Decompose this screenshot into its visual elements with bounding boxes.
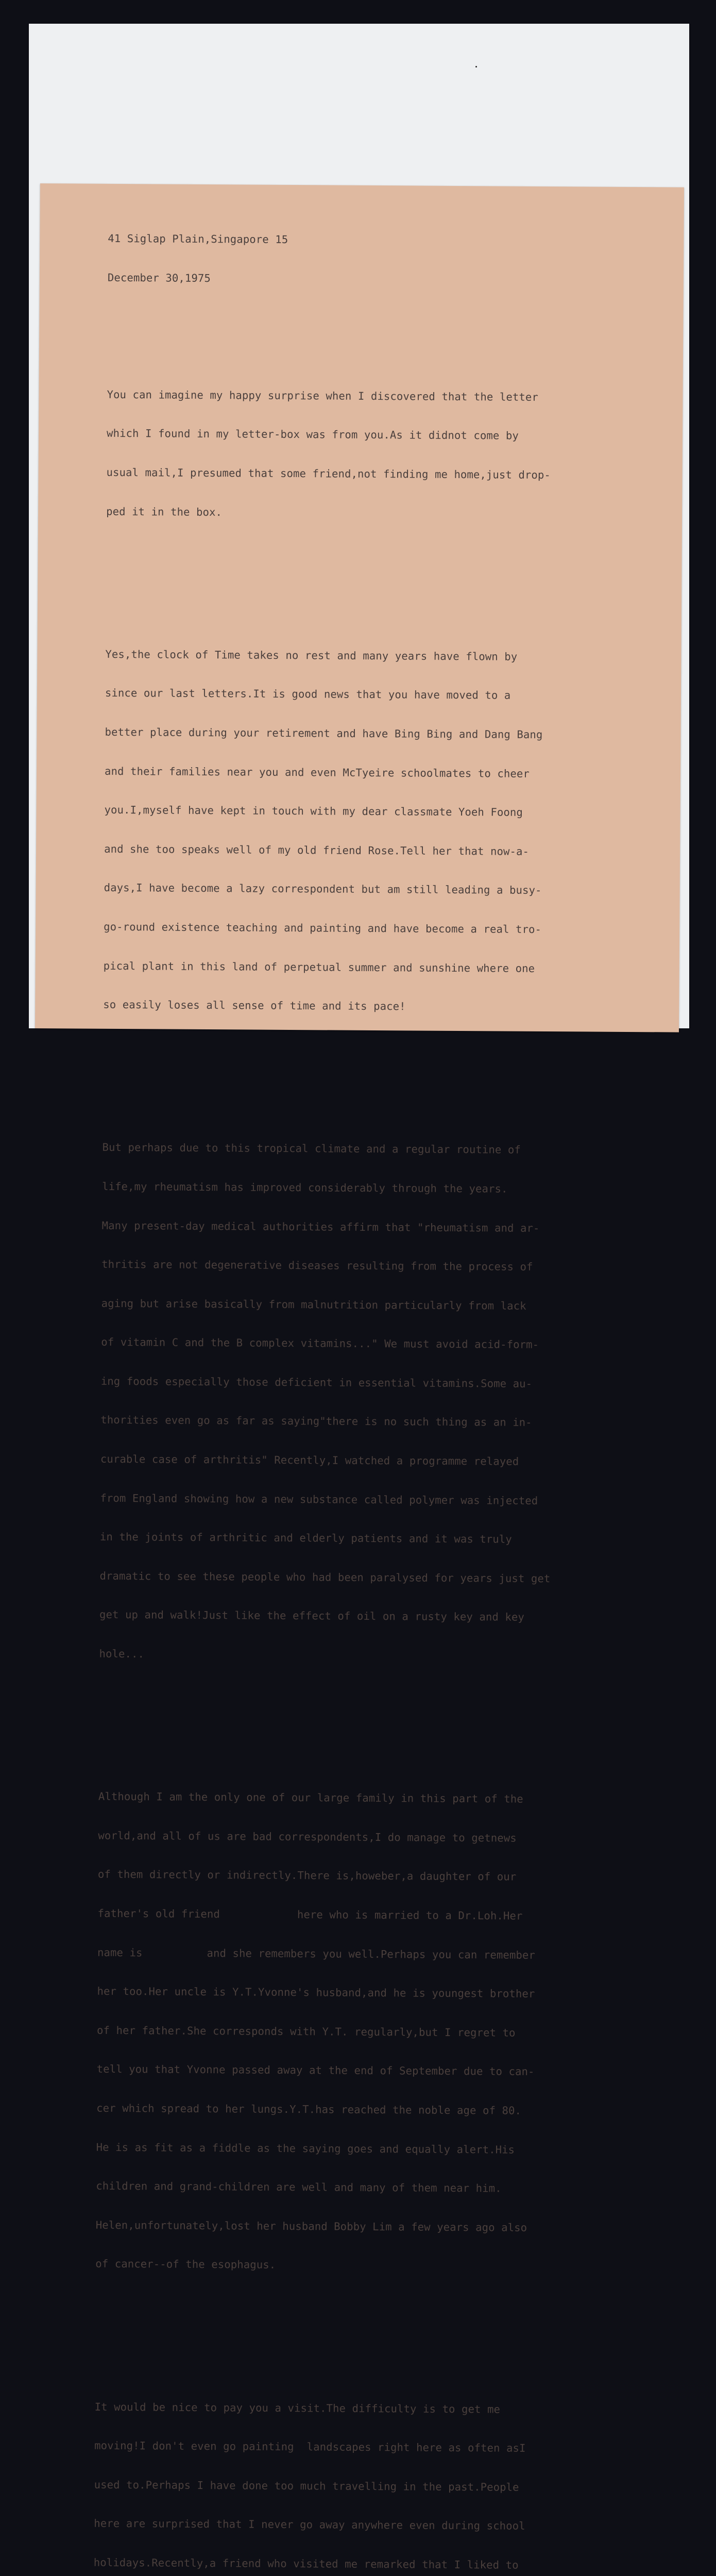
text-line: go-round existence teaching and painting and have become a real tro- [104, 920, 542, 936]
text-line: pical plant in this land of perpetual summer and sunshine where one [103, 959, 535, 975]
blank-line [95, 2323, 651, 2339]
text-line: ing foods especially those deficient in essential vitamins.Some au- [100, 1375, 533, 1390]
text-line: ped it in the box. [106, 505, 223, 518]
sender-address: 41 Siglap Plain,Singapore 15 [108, 232, 288, 246]
text-line: days,I have become a lazy correspondent but am still leading a busy- [104, 882, 542, 897]
text-line: in the joints of arthritic and elderly patients and it was truly [99, 1531, 512, 1546]
text-line: usual mail,I presumed that some friend,not finding me home,just drop- [106, 466, 551, 482]
paragraph-5 [93, 2375, 651, 2576]
letter-body [92, 207, 664, 2576]
text-line: life,my rheumatism has improved considerably through the years. [102, 1180, 508, 1195]
text-line: Although I am the only one of our large family in this part of the [98, 1790, 523, 1806]
text-line: tell you that Yvonne passed away at the end of September due to can- [96, 2063, 535, 2078]
text-line: hole... [99, 1647, 145, 1660]
text-line: of cancer--of the esophagus. [95, 2258, 276, 2272]
text-line: her too.Her uncle is Y.T.Yvonne's husband,and he is youngest brother [97, 1985, 535, 2001]
text-line: which I found in my letter-box was from you.As it didnot come by [106, 427, 519, 443]
text-line: aging but arise basically from malnutrition particularly from lack [101, 1297, 526, 1312]
text-line: Many present-day medical authorities affirm that "rheumatism and ar- [101, 1219, 540, 1234]
text-line: and their families near you and even McTyeire schoolmates to cheer [104, 765, 530, 780]
text-line: Yes,the clock of Time takes no rest and many years have flown by [105, 648, 518, 663]
text-line: and she too speaks well of my old friend Rose.Tell her that now-a- [104, 842, 530, 858]
text-line: children and grand-children are well and many of them near him. [96, 2179, 502, 2195]
text-line: better place during your retirement and have Bing Bing and Dang Bang [105, 725, 543, 741]
text-line: curable case of arthritis" Recently,I watched a programme relayed [100, 1452, 519, 1468]
letter-page [35, 183, 684, 2571]
text-line: here are surprised that I never go away anywhere even during school [94, 2517, 525, 2533]
text-line: since our last letters.It is good news that you have moved to a [105, 687, 511, 702]
blank-line [103, 1063, 659, 1080]
text-line: thorities even go as far as saying"there is no such thing as an in- [100, 1414, 532, 1429]
paragraph-4 [95, 1765, 655, 2300]
text-line: thritis are not degenerative diseases resulting from the process of [101, 1258, 533, 1273]
text-line: name is and she remembers you well.Perhaps you can remember [97, 1946, 535, 1961]
text-line: you.I,myself have kept in touch with my dear classmate Yoeh Foong [104, 803, 523, 819]
text-line: from England showing how a new substance called polymer was injected [100, 1492, 538, 1507]
text-line: father's old friend here who is married to a Dr.Loh.Her [97, 1907, 523, 1922]
paragraph-3 [99, 1115, 659, 1690]
text-line: cer which spread to her lungs.Y.T.has reached the noble age of 80. [96, 2102, 522, 2117]
text-line: used to.Perhaps I have done too much travelling in the past.People [94, 2478, 519, 2494]
blank-line [107, 310, 663, 327]
text-line: moving!I don't even go painting landscapes right here as often asI [94, 2439, 526, 2455]
text-line: dramatic to see these people who had been paralysed for years just get [99, 1569, 551, 1585]
text-line: so easily loses all sense of time and its pace! [103, 998, 406, 1013]
text-line: world,and all of us are bad correspondents,I do manage to getnews [98, 1829, 517, 1844]
dust-speck [475, 66, 477, 67]
text-line: It would be nice to pay you a visit.The difficulty is to get me [94, 2400, 501, 2416]
blank-line [106, 570, 662, 586]
text-line: of her father.She corresponds with Y.T. regularly,but I regret to [97, 2024, 516, 2039]
text-line: Helen,unfortunately,lost her husband Bobby Lim a few years ago also [95, 2218, 527, 2234]
text-line: of vitamin C and the B complex vitamins..." We must avoid acid-form- [101, 1336, 539, 1351]
text-line: of them directly or indirectly.There is,howeber,a daughter of our [97, 1868, 517, 1884]
paragraph-1 [106, 362, 663, 547]
text-line: You can imagine my happy surprise when I discovered that the letter [107, 388, 538, 403]
text-line: holidays.Recently,a friend who visited me remarked that I liked to [93, 2556, 519, 2571]
letter-date: December 30,1975 [107, 271, 211, 285]
blank-line [99, 1713, 655, 1729]
text-line: get up and walk!Just like the effect of oil on a rusty key and key [99, 1608, 524, 1624]
text-line: He is as fit as a fiddle as the saying goes and equally alert.His [96, 2141, 515, 2156]
paragraph-2 [103, 622, 662, 1041]
text-line: But perhaps due to this tropical climate and a regular routine of [102, 1141, 521, 1157]
